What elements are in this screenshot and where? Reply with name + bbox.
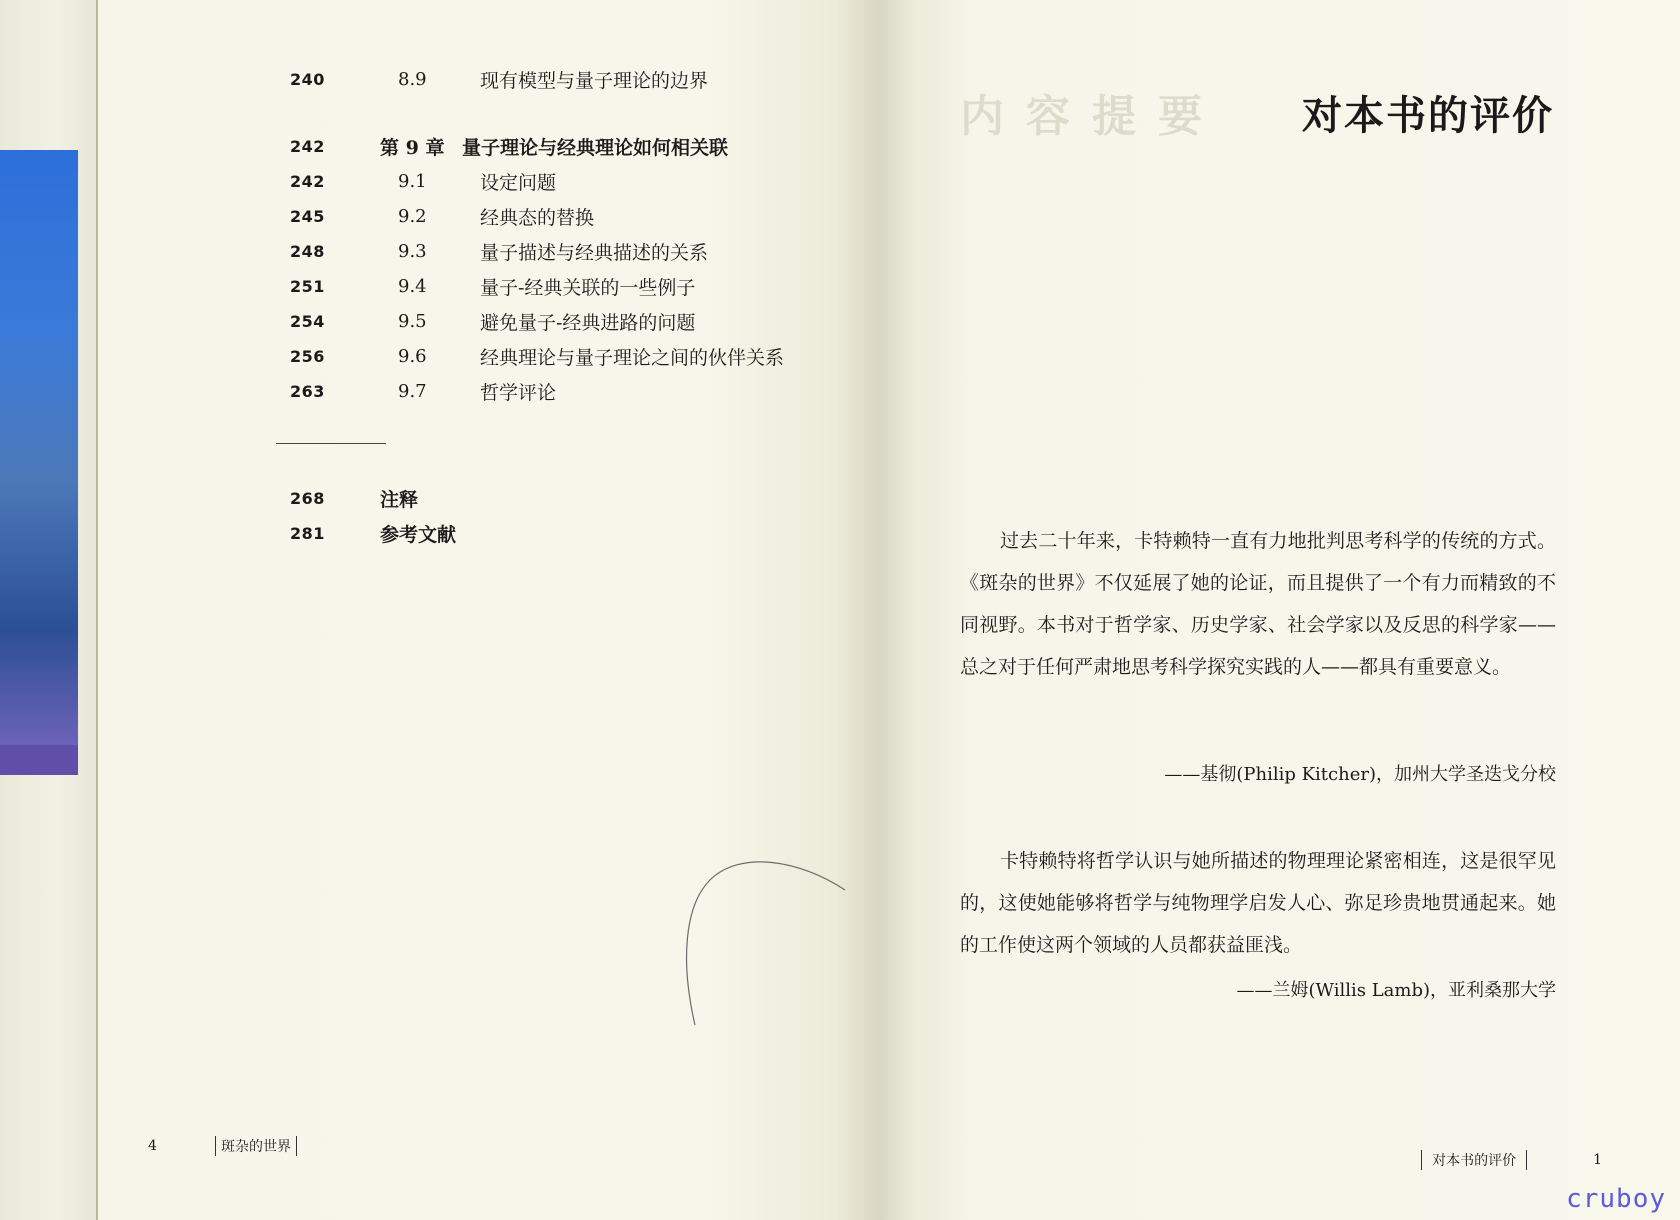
toc-section-number: 9.7	[398, 380, 427, 402]
toc-section-title: 量子描述与经典描述的关系	[480, 241, 709, 264]
footer-divider	[296, 1136, 297, 1156]
toc-section-title: 设定问题	[480, 171, 557, 194]
toc-page-number: 251	[290, 276, 325, 296]
toc-section-title: 避免量子-经典进路的问题	[480, 311, 696, 334]
toc-section-number: 9.2	[398, 205, 427, 227]
toc-back-matter-title: 参考文献	[380, 523, 457, 546]
toc-entry	[290, 341, 784, 371]
toc-section-title: 经典态的替换	[480, 206, 595, 229]
page-edge	[96, 0, 98, 1220]
page-number: 1	[1593, 1152, 1602, 1168]
toc-section-number: 8.9	[398, 68, 427, 90]
toc-entry	[290, 236, 708, 266]
toc-section-number: 9.1	[398, 170, 427, 192]
toc-entry	[290, 306, 695, 336]
footer-divider	[1526, 1150, 1527, 1170]
toc-chapter-number: 第 9 章	[380, 136, 445, 159]
toc-page-number: 281	[290, 523, 325, 543]
toc-chapter-title: 量子理论与经典理论如何相关联	[462, 136, 729, 159]
page-title: 对本书的评价	[1302, 92, 1554, 139]
toc-page-number: 254	[290, 311, 325, 331]
toc-section-title: 哲学评论	[480, 381, 557, 404]
toc-entry	[290, 376, 556, 406]
review-text: 卡特赖特将哲学认识与她所描述的物理理论紧密相连，这是很罕见的，这使她能够将哲学与纯物理学启发人心、弥足珍贵地贯通起来。她的工作使这两个领域的人员都获益匪浅。	[960, 850, 1556, 956]
toc-page-number: 248	[290, 241, 325, 261]
toc-section-number: 9.6	[398, 345, 427, 367]
review-text: 过去二十年来，卡特赖特一直有力地批判思考科学的传统的方式。《斑杂的世界》不仅延展了她的论证，而且提供了一个有力而精致的不同视野。本书对于哲学家、历史学家、社会学家以及反思的科学家——总之对于任何严肃地思考科学探究实践的人——都具有重要意义。	[960, 530, 1556, 678]
review-attribution: ——兰姆(Willis Lamb)，亚利桑那大学	[1236, 980, 1556, 1001]
toc-section-title: 量子-经典关联的一些例子	[480, 276, 696, 299]
running-title: 对本书的评价	[1432, 1153, 1517, 1169]
toc-page-number: 263	[290, 381, 325, 401]
toc-entry	[290, 271, 695, 301]
toc-section-number: 9.5	[398, 310, 427, 332]
footer-divider	[215, 1136, 216, 1156]
review-attribution: ——基彻(Philip Kitcher)，加州大学圣迭戈分校	[1164, 764, 1556, 785]
watermark: cruboy	[1566, 1184, 1666, 1214]
toc-page-number: 256	[290, 346, 325, 366]
pen-mark	[680, 850, 850, 1030]
toc-page-number: 245	[290, 206, 325, 226]
toc-entry	[290, 64, 708, 94]
toc-page-number: 242	[290, 136, 325, 156]
toc-section-title: 现有模型与量子理论的边界	[480, 69, 709, 92]
toc-divider	[276, 443, 386, 444]
running-title: 斑杂的世界	[221, 1139, 291, 1155]
show-through-heading: 内容提要	[960, 91, 1224, 142]
cover-purple-strip	[0, 745, 78, 775]
left-page-footer	[148, 1136, 302, 1156]
right-page-footer	[1411, 1150, 1602, 1170]
right-page	[880, 0, 1680, 1220]
toc-back-matter-title: 注释	[380, 488, 419, 511]
toc-page-number: 240	[290, 69, 325, 89]
toc-back-matter-entry	[290, 483, 418, 513]
toc-entry	[290, 166, 556, 196]
toc-section-number: 9.4	[398, 275, 427, 297]
toc-section-title: 经典理论与量子理论之间的伙伴关系	[480, 346, 785, 369]
toc-back-matter-entry	[290, 518, 456, 548]
toc-section-number: 9.3	[398, 240, 427, 262]
footer-divider	[1421, 1150, 1422, 1170]
page-number: 4	[148, 1138, 157, 1154]
toc-page-number: 242	[290, 171, 325, 191]
toc-page-number: 268	[290, 488, 325, 508]
toc-entry	[290, 201, 594, 231]
cover-blue-strip	[0, 150, 78, 750]
toc-chapter-entry	[290, 131, 728, 161]
